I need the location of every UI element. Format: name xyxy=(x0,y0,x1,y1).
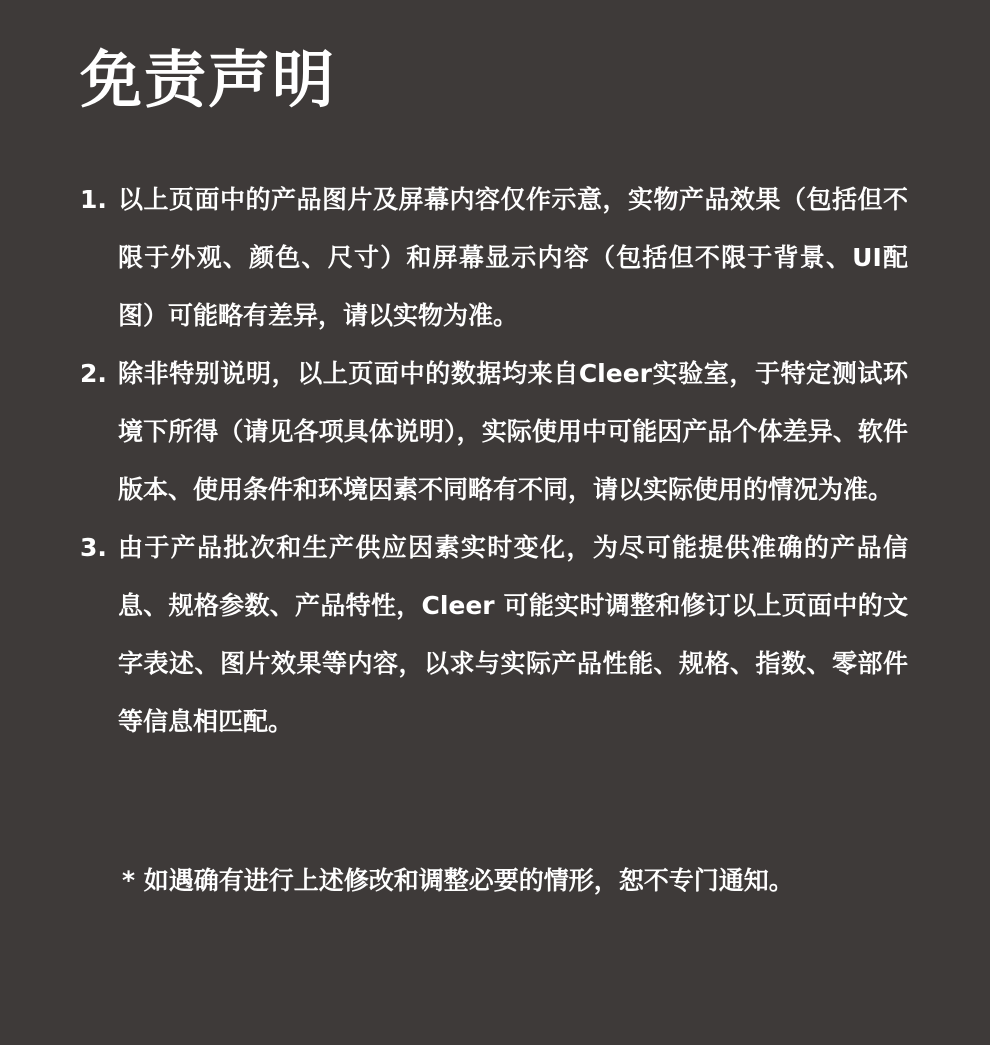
disclaimer-item-2 xyxy=(80,345,920,519)
item-number: 3. xyxy=(80,533,107,562)
item-number: 1. xyxy=(80,185,107,214)
item-text: 除非特别说明，以上页面中的数据均来自Cleer实验室，于特定测试环境下所得（请见各项具体说明），实际使用中可能因产品个体差异、软件版本、使用条件和环境因素不同略有不同，请以实际使用的情况为准。 xyxy=(118,359,908,504)
disclaimer-item-3 xyxy=(80,519,920,751)
item-text: 以上页面中的产品图片及屏幕内容仅作示意，实物产品效果（包括但不限于外观、颜色、尺寸）和屏幕显示内容（包括但不限于背景、UI配图）可能略有差异，请以实物为准。 xyxy=(118,185,908,330)
page-title: 免责声明 xyxy=(80,43,337,116)
item-number: 2. xyxy=(80,359,107,388)
disclaimer-item-1 xyxy=(80,171,920,345)
footnote: * 如遇确有进行上述修改和调整必要的情形，恕不专门通知。 xyxy=(122,866,794,895)
item-text: 由于产品批次和生产供应因素实时变化，为尽可能提供准确的产品信息、规格参数、产品特性，Cleer 可能实时调整和修订以上页面中的文字表述、图片效果等内容，以求与实际产品性能、规格、指数、零部件等信息相匹配。 xyxy=(118,533,908,736)
disclaimer-list xyxy=(80,171,920,751)
